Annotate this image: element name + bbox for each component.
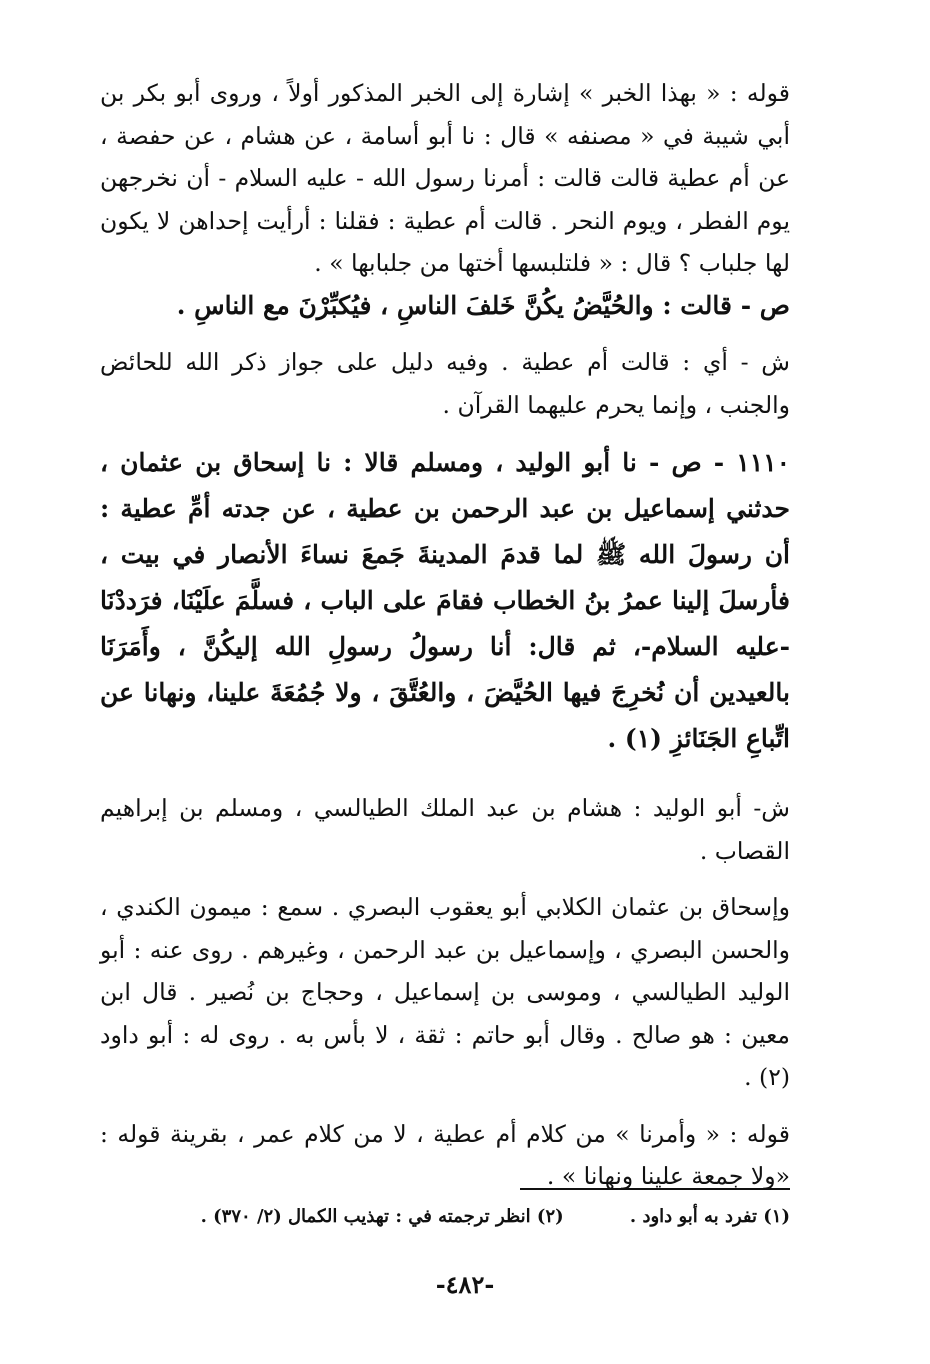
footnotes: [100, 1206, 790, 1227]
hadith-1110: ١١١٠ - ص - نا أبو الوليد ، ومسلم قالا : نا إسحاق بن عثمان ، حدثني إسماعيل بن عبد الرحمن بن عطية ، عن جدته أمِّ عطية : أن رسولَ الله ﷺ لما قدمَ المدينةَ جَمعَ نساءَ الأنصار في بيت ، فأرسلَ إلينا عمرُ بنُ الخطاب فقامَ على الباب ، فسلَّمَ علَيْنَا، فرَددْنَا -عليه السلام-، ثم قال: أنا رسولُ رسولِ الله إليكُنَّ ، وأَمَرَنَا بالعيدين أن نُخرِجَ فيها الحُيَّضَ ، والعُتَّقَ ، ولا جُمُعَةَ علينا، ونهانا عن اتِّباعِ الجَنَائزِ (١) .: [100, 448, 790, 753]
footnote-divider: [520, 1188, 790, 1190]
paragraph-6: وإسحاق بن عثمان الكلابي أبو يعقوب البصري . سمع : ميمون الكندي ، والحسن البصري ، وإسماعيل بن عبد الرحمن ، وغيرهم . روى عنه : أبو الوليد الطيالسي ، وموسى بن إسماعيل ، وحجاج بن نُصير . قال ابن معين : هو صالح . وقال أبو حاتم : ثقة ، لا بأس به . روى له : أبو داود (٢) .: [100, 893, 790, 1091]
paragraph-2: ص - قالت : والحُيَّضُ يكُنَّ خَلفَ الناسِ ، فيُكبِّرْنَ مع الناسِ .: [176, 290, 790, 320]
footnote-1: (١) تفرد به أبو داود .: [629, 1206, 790, 1227]
paragraph-5: ش- أبو الوليد : هشام بن عبد الملك الطيالسي ، ومسلم بن إبراهيم القصاب .: [100, 794, 790, 865]
paragraph-7: قوله : « وأمرنا » من كلام أم عطية ، لا من كلام عمر ، بقرينة قوله : «ولا جمعة علينا ونهانا » .: [100, 1119, 790, 1190]
page-number: -٤٨٢-: [435, 1270, 495, 1299]
footnote-2: (٢) انظر ترجمته في : تهذيب الكمال (٢/ ٣٧٠) .: [200, 1206, 564, 1227]
paragraph-3: ش - أي : قالت أم عطية . وفيه دليل على جواز ذكر الله للحائض والجنب ، وإنما يحرم عليهما القرآن .: [100, 348, 790, 419]
paragraph-1: قوله : « بهذا الخبر » إشارة إلى الخبر المذكور أولاً ، وروى أبو بكر بن أبي شيبة في « مصنفه » قال : نا أبو أسامة ، عن هشام ، عن حفصة ، عن أم عطية قالت قالت : أمرنا رسول الله - عليه السلام - أن نخرجهن يوم الفطر ، ويوم النحر . قالت أم عطية : فقلنا : أرأيت إحداهن لا يكون لها جلباب ؟ قال : « فلتلبسها أختها من جلبابها » .: [100, 79, 790, 277]
page-body: [100, 72, 790, 1198]
